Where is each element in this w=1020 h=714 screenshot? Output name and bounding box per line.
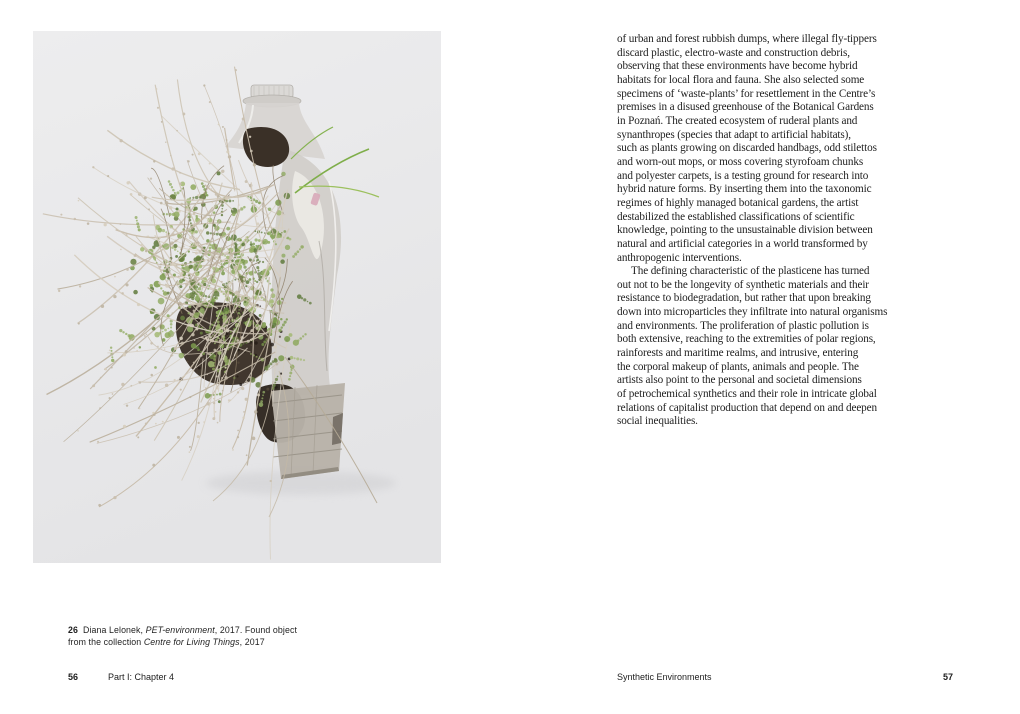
caption-line xyxy=(68,637,388,649)
page-number-right: 57 xyxy=(942,672,953,682)
body-text-line: artists also point to the personal and societal dimensions xyxy=(617,374,862,387)
body-text-line: of urban and forest rubbish dumps, where illegal fly-tippers xyxy=(617,33,877,45)
body-text-line: in Poznań. The created ecosystem of ruderal plants and xyxy=(617,114,858,127)
artwork-photo xyxy=(33,31,441,563)
body-text-line: destabilized the established classifications of scientific xyxy=(617,210,855,223)
caption-segment: from the collection xyxy=(68,636,144,647)
caption-segment: Centre for Living Things xyxy=(143,636,240,647)
caption-segment: PET-environment xyxy=(145,625,215,635)
body-text-line: hybrid nature forms. By inserting them into the taxonomic xyxy=(617,183,872,196)
artwork-figure xyxy=(33,31,441,563)
caption-segment: , 2017 xyxy=(239,636,265,647)
body-text-line: premises in a disused greenhouse of the Botanical Gardens xyxy=(617,101,874,114)
figure-caption xyxy=(68,625,388,648)
body-text-line: and environments. The proliferation of plastic pollution is xyxy=(617,319,869,332)
body-text-line: such as plants growing on discarded handbags, odd stilettos xyxy=(617,142,877,155)
body-text-line: synanthropes (species that adapt to artificial habitats), xyxy=(617,128,851,141)
body-text-line: and polyester carpets, is a testing ground for research into xyxy=(617,169,869,182)
body-text-line: habitats for local flora and fauna. She also selected some xyxy=(617,73,865,86)
page-number-left: 56 xyxy=(68,672,79,682)
body-text-line: out not to be the longevity of synthetic materials and their xyxy=(617,278,869,291)
body-text-line: relations of capitalist production that depend on and deepen xyxy=(617,401,877,414)
footer-left xyxy=(68,672,174,683)
body-text-line: anthropogenic interventions. xyxy=(617,251,742,264)
body-text-line: the corporal makeup of plants, animals and people. The xyxy=(617,360,859,373)
caption-segment: 26 xyxy=(68,625,78,635)
chapter-label: Part I: Chapter 4 xyxy=(108,672,175,682)
body-text-line: resistance to biodegradation, but rather that upon breaking xyxy=(617,292,871,305)
body-text-line: discard plastic, electro-waste and construction debris, xyxy=(617,46,850,59)
caption-segment: , 2017. Found object xyxy=(214,625,297,635)
caption-line xyxy=(68,625,388,637)
body-text-line: regimes of highly managed botanical gardens, the artist xyxy=(617,196,859,209)
body-text-line: natural and artificial categories in a world transformed by xyxy=(617,237,868,250)
body-text-line: of petrochemical synthetics and their role in intricate global xyxy=(617,388,877,401)
body-text-line: both extensive, reaching to the extremities of polar regions, xyxy=(617,333,876,346)
body-text-line: specimens of ‘waste-plants’ for resettlement in the Centre’s xyxy=(617,87,876,100)
body-text-line: knowledge, pointing to the unsustainable division between xyxy=(617,224,873,237)
body-text-line: and worn-out mops, or moss covering styrofoam chunks xyxy=(617,155,864,168)
body-text-line: rainforests and maritime realms, and intrusive, entering xyxy=(617,347,859,360)
body-text-line: observing that these environments have become hybrid xyxy=(617,60,858,73)
caption-segment: Diana Lelonek, xyxy=(83,625,146,635)
body-text-line: social inequalities. xyxy=(617,415,698,428)
body-text-line: The defining characteristic of the plasticene has turned xyxy=(631,265,870,278)
running-head: Synthetic Environments xyxy=(617,672,712,682)
body-text-line: down into microparticles they infiltrate into natural organisms xyxy=(617,306,888,319)
body-text xyxy=(617,33,961,429)
